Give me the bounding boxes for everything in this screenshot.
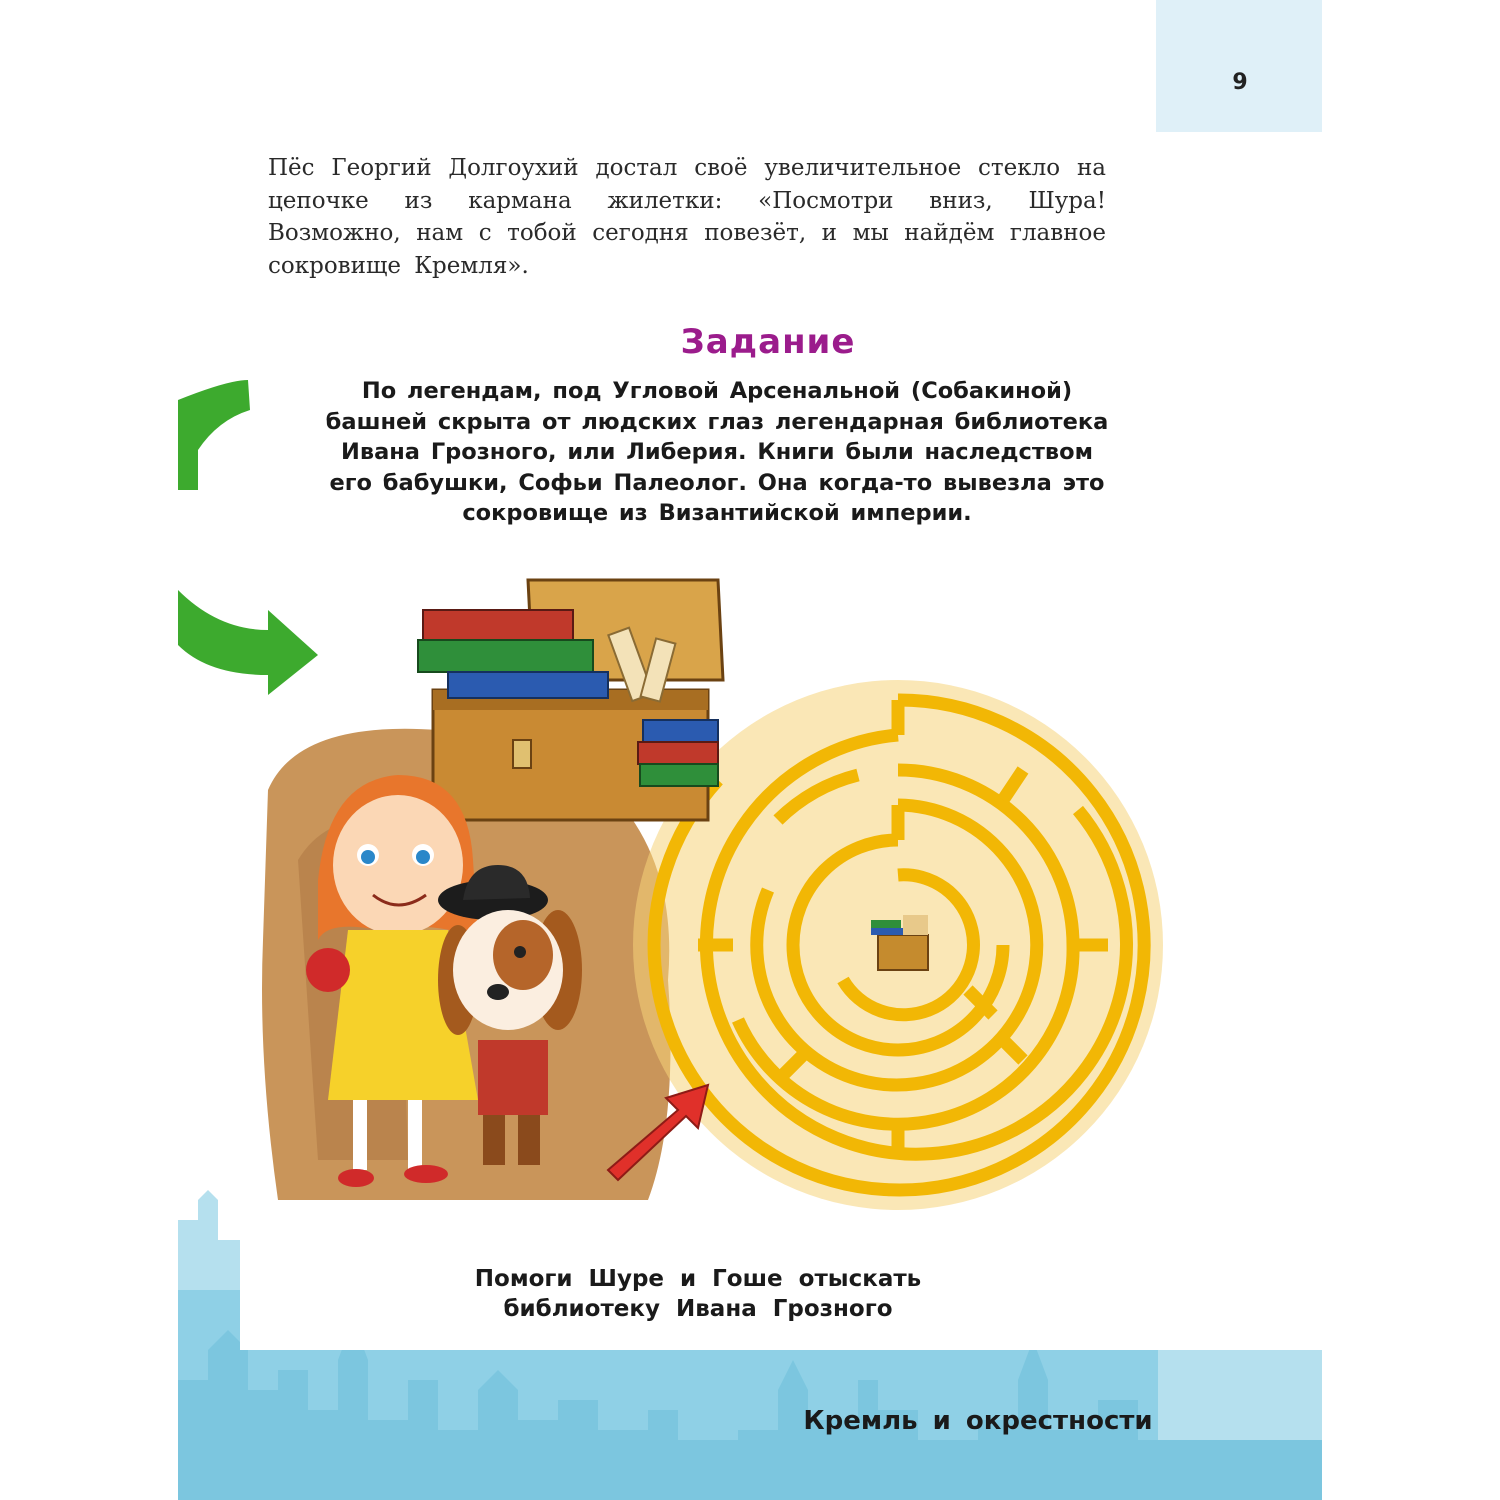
- maze-goal-chest-icon: [871, 915, 928, 970]
- green-curved-arrow-icon: [178, 380, 258, 500]
- page-number: 9: [1232, 70, 1248, 95]
- task-line: его бабушки, Софьи Палеолог. Она когда-то вывезла это: [329, 469, 1105, 496]
- task-caption: [428, 1264, 968, 1324]
- caption-line: Помоги Шуре и Гоше отыскать: [474, 1266, 922, 1292]
- caption-line: библиотеку Ивана Грозного: [503, 1296, 893, 1322]
- task-line: По легендам, под Угловой Арсенальной (Собакиной): [361, 378, 1073, 404]
- task-heading: Задание: [680, 322, 856, 362]
- maze-illustration: [178, 560, 1322, 1220]
- treasure-chest-illustration: [418, 580, 723, 820]
- task-text: [270, 376, 1164, 529]
- task-line: сокровище из Византийской империи.: [462, 500, 972, 526]
- page-number-tab: [1156, 0, 1322, 132]
- book-page: [178, 0, 1322, 1500]
- task-line: башней скрыта от людских глаз легендарная библиотека: [325, 408, 1109, 435]
- story-paragraph: Пёс Георгий Долгоухий достал своё увеличительное стекло на цепочке из кармана жилетки: «Посмотри вниз, Шура! Возможно, нам с тобой сегодня повезёт, и мы найдём главное сокровище Кремля».: [268, 155, 1106, 279]
- task-line: Ивана Грозного, или Либерия. Книги были наследством: [341, 439, 1093, 465]
- section-footer-title: Кремль и окрестности: [803, 1406, 1153, 1436]
